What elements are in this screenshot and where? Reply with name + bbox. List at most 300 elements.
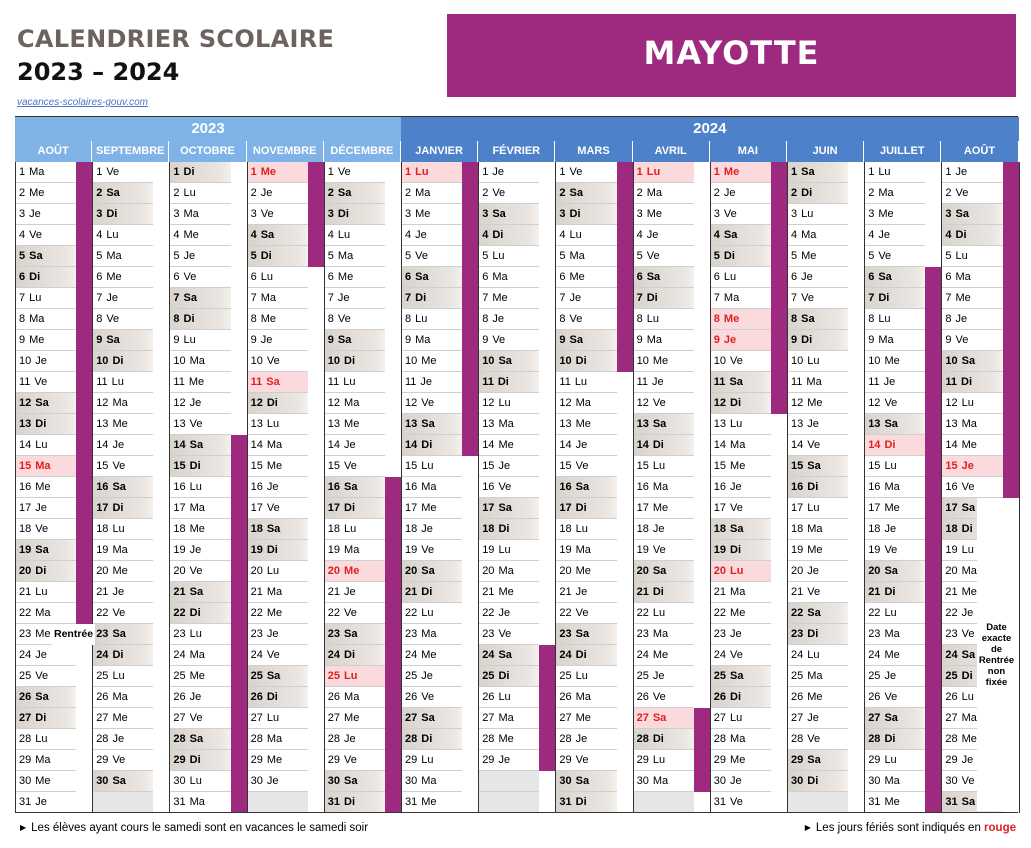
weekday-abbr: Je <box>807 418 819 430</box>
day-cell <box>633 162 694 183</box>
day-cell <box>555 666 616 687</box>
day-cell <box>15 414 76 435</box>
day-cell <box>633 645 694 666</box>
day-number: 22 <box>791 607 804 619</box>
month-header-6: FÉVRIER <box>478 141 555 162</box>
day-number: 17 <box>405 502 418 514</box>
day-number: 18 <box>559 523 572 535</box>
day-number: 18 <box>173 523 186 535</box>
weekday-abbr: Lu <box>421 607 434 619</box>
day-number: 11 <box>945 376 958 388</box>
weekday-abbr: Lu <box>260 271 273 283</box>
year-header-2024: 2024 <box>401 117 1019 141</box>
date-note-line: non <box>987 665 1006 677</box>
day-number: 15 <box>945 460 958 472</box>
weekday-abbr: Me <box>112 418 128 430</box>
day-cell <box>247 750 308 771</box>
weekday-abbr: Di <box>421 439 433 451</box>
month-header-12: AOÛT <box>941 141 1018 162</box>
day-number: 4 <box>868 229 875 241</box>
day-number: 24 <box>173 649 186 661</box>
day-number: 25 <box>250 670 263 682</box>
weekday-abbr: Me <box>189 523 205 535</box>
day-number: 19 <box>19 544 32 556</box>
weekday-abbr: Ma <box>112 691 128 703</box>
day-number: 9 <box>636 334 643 346</box>
vacation-band <box>1003 162 1019 498</box>
day-number: 21 <box>868 586 881 598</box>
day-number: 20 <box>405 565 418 577</box>
day-number: 5 <box>713 250 720 262</box>
day-cell <box>710 288 771 309</box>
day-cell <box>169 372 230 393</box>
day-number: 24 <box>482 649 495 661</box>
day-cell <box>401 330 462 351</box>
day-number: 24 <box>559 649 572 661</box>
weekday-abbr: Di <box>961 670 973 682</box>
day-cell <box>169 687 230 708</box>
triangle-bullet-icon: ▶ <box>20 823 27 832</box>
footer-holiday-note <box>805 822 1016 834</box>
day-cell <box>401 729 462 750</box>
day-number: 29 <box>636 754 649 766</box>
day-number: 3 <box>19 208 26 220</box>
day-cell <box>247 393 308 414</box>
weekday-abbr: Me <box>183 229 199 241</box>
day-cell <box>92 204 153 225</box>
day-number: 4 <box>250 229 257 241</box>
day-cell <box>15 498 76 519</box>
day-cell <box>633 246 694 267</box>
day-number: 10 <box>791 355 804 367</box>
day-number: 23 <box>405 628 418 640</box>
day-cell <box>401 582 462 603</box>
day-cell <box>555 771 616 792</box>
day-cell <box>247 309 308 330</box>
day-cell <box>555 162 616 183</box>
weekday-abbr: Ma <box>646 334 662 346</box>
weekday-abbr: Ma <box>961 418 977 430</box>
vacation-band <box>617 162 633 372</box>
day-cell <box>401 456 462 477</box>
day-number: 24 <box>713 649 727 661</box>
weekday-abbr: Sa <box>878 271 892 283</box>
day-cell <box>92 288 153 309</box>
day-number: 10 <box>19 355 32 367</box>
day-cell <box>787 561 848 582</box>
day-number: 13 <box>250 418 263 430</box>
day-number: 8 <box>713 313 720 325</box>
weekday-abbr: Me <box>723 313 740 325</box>
weekday-abbr: Je <box>266 775 279 787</box>
weekday-abbr: Je <box>807 565 819 577</box>
day-cell <box>401 183 462 204</box>
weekday-abbr: Ma <box>344 544 360 556</box>
day-cell <box>401 792 462 813</box>
weekday-abbr: Di <box>652 586 664 598</box>
day-number: 20 <box>482 565 495 577</box>
day-cell <box>92 351 153 372</box>
weekday-abbr: Je <box>569 292 582 304</box>
day-number: 20 <box>173 565 186 577</box>
day-cell <box>710 351 771 372</box>
day-number: 27 <box>327 712 341 724</box>
weekday-abbr: Me <box>35 775 51 787</box>
day-number: 17 <box>713 502 727 514</box>
day-number: 27 <box>791 712 804 724</box>
day-number: 25 <box>96 670 109 682</box>
day-cell <box>478 750 539 771</box>
day-cell <box>864 645 925 666</box>
day-number: 18 <box>945 523 958 535</box>
weekday-abbr: Me <box>266 460 283 472</box>
day-cell <box>15 372 76 393</box>
day-cell <box>15 792 76 813</box>
month-header-1: SEPTEMBRE <box>92 141 169 162</box>
day-cell <box>324 750 385 771</box>
day-cell <box>941 372 1002 393</box>
day-cell <box>401 225 462 246</box>
day-number: 25 <box>19 670 32 682</box>
day-cell <box>864 750 925 771</box>
day-number: 21 <box>945 586 958 598</box>
day-number: 17 <box>173 502 186 514</box>
day-cell <box>787 225 848 246</box>
weekday-abbr: Di <box>497 376 509 388</box>
weekday-abbr: Ma <box>35 607 51 619</box>
day-cell <box>401 435 462 456</box>
day-number: 7 <box>791 292 798 304</box>
weekday-abbr: Di <box>29 271 41 283</box>
day-cell <box>92 582 153 603</box>
day-cell <box>633 330 694 351</box>
day-cell <box>787 687 848 708</box>
day-cell <box>324 288 385 309</box>
weekday-abbr: Sa <box>421 565 435 577</box>
day-number: 26 <box>868 691 881 703</box>
day-cell <box>555 267 616 288</box>
day-number: 14 <box>945 439 958 451</box>
day-number: 14 <box>636 439 649 451</box>
day-cell <box>15 435 76 456</box>
day-number: 19 <box>636 544 649 556</box>
empty-cell <box>92 792 153 813</box>
day-cell <box>710 267 771 288</box>
day-number: 22 <box>327 607 341 619</box>
weekday-abbr: Ma <box>652 628 669 640</box>
weekday-abbr: Sa <box>35 544 49 556</box>
day-cell <box>710 372 771 393</box>
day-number: 1 <box>96 166 103 178</box>
weekday-abbr: Me <box>498 733 514 745</box>
day-cell <box>478 267 539 288</box>
weekday-abbr: Me <box>498 439 514 451</box>
day-number: 12 <box>96 397 109 409</box>
column-divider <box>864 162 865 813</box>
day-cell <box>478 687 539 708</box>
weekday-abbr: Ve <box>415 250 428 262</box>
weekday-abbr: Lu <box>35 439 48 451</box>
day-number: 1 <box>19 166 26 178</box>
day-number: 19 <box>713 544 727 556</box>
day-cell <box>169 603 230 624</box>
weekday-abbr: Ma <box>189 796 205 808</box>
day-cell <box>169 393 230 414</box>
day-cell <box>324 687 385 708</box>
day-number: 25 <box>868 670 881 682</box>
day-number: 14 <box>173 439 186 451</box>
empty-cell <box>787 792 848 813</box>
day-number: 11 <box>327 376 340 388</box>
weekday-abbr: Ve <box>807 733 821 745</box>
day-cell <box>92 603 153 624</box>
day-number: 15 <box>482 460 495 472</box>
day-number: 2 <box>250 187 257 199</box>
weekday-abbr: Lu <box>421 754 434 766</box>
weekday-abbr: Di <box>421 733 433 745</box>
day-number: 28 <box>327 733 341 745</box>
day-number: 12 <box>559 397 572 409</box>
weekday-abbr: Ve <box>337 166 351 178</box>
day-cell <box>787 582 848 603</box>
day-cell <box>324 267 385 288</box>
day-cell <box>555 540 616 561</box>
month-header-3: NOVEMBRE <box>247 141 324 162</box>
day-number: 20 <box>868 565 881 577</box>
day-number: 11 <box>19 376 31 388</box>
day-cell <box>633 288 694 309</box>
weekday-abbr: Lu <box>652 754 666 766</box>
weekday-abbr: Ve <box>569 313 583 325</box>
vacation-band <box>694 708 710 792</box>
weekday-abbr: Ma <box>498 418 514 430</box>
weekday-abbr: Sa <box>961 796 976 808</box>
day-cell <box>864 309 925 330</box>
grid-bottom-line <box>15 812 1018 813</box>
day-cell <box>633 582 694 603</box>
weekday-abbr: Lu <box>421 460 434 472</box>
weekday-abbr: Lu <box>575 670 588 682</box>
day-number: 28 <box>636 733 649 745</box>
footer-left-text: Les élèves ayant cours le samedi sont en vacances le samedi soir <box>31 822 369 834</box>
day-cell <box>941 204 1002 225</box>
weekday-abbr: Ma <box>575 397 591 409</box>
day-number: 8 <box>945 313 952 325</box>
day-cell <box>478 624 539 645</box>
weekday-abbr: Ve <box>492 187 506 199</box>
day-cell <box>169 519 230 540</box>
day-number: 3 <box>636 208 643 220</box>
day-cell <box>401 624 462 645</box>
day-number: 7 <box>327 292 334 304</box>
weekday-abbr: Ve <box>260 208 274 220</box>
day-cell <box>555 435 616 456</box>
day-number: 17 <box>19 502 32 514</box>
day-cell <box>15 582 76 603</box>
empty-cell <box>478 771 539 792</box>
weekday-abbr: Ve <box>337 313 351 325</box>
day-cell <box>169 267 230 288</box>
day-number: 19 <box>559 544 572 556</box>
weekday-abbr: Sa <box>801 313 815 325</box>
day-number: 11 <box>868 376 880 388</box>
day-number: 19 <box>327 544 341 556</box>
day-number: 16 <box>559 481 572 493</box>
weekday-abbr: Di <box>652 733 664 745</box>
day-cell <box>710 750 771 771</box>
day-number: 15 <box>19 460 32 472</box>
day-number: 26 <box>19 691 32 703</box>
weekday-abbr: Ve <box>492 334 506 346</box>
day-cell <box>555 225 616 246</box>
day-cell <box>247 183 308 204</box>
day-cell <box>15 603 76 624</box>
day-cell <box>710 729 771 750</box>
day-cell <box>864 330 925 351</box>
day-number: 26 <box>96 691 109 703</box>
weekday-abbr: Me <box>801 250 817 262</box>
weekday-abbr: Sa <box>569 187 583 199</box>
day-cell <box>864 729 925 750</box>
day-cell <box>555 645 616 666</box>
weekday-abbr: Lu <box>652 607 666 619</box>
weekday-abbr: Je <box>575 586 588 598</box>
weekday-abbr: Di <box>807 481 819 493</box>
weekday-abbr: Je <box>415 229 427 241</box>
day-cell <box>15 729 76 750</box>
day-cell <box>247 414 308 435</box>
day-number: 1 <box>791 166 798 178</box>
day-cell <box>169 645 230 666</box>
website-link[interactable]: vacances-scolaires-gouv.com <box>17 97 148 108</box>
day-number: 29 <box>96 754 109 766</box>
vacation-band <box>925 267 941 813</box>
weekday-abbr: Je <box>723 187 736 199</box>
day-cell <box>633 729 694 750</box>
weekday-abbr: Di <box>344 502 356 514</box>
day-number: 27 <box>636 712 649 724</box>
weekday-abbr: Me <box>652 649 669 661</box>
day-cell <box>633 204 694 225</box>
weekday-abbr: Me <box>730 754 746 766</box>
day-cell <box>15 540 76 561</box>
day-cell <box>401 204 462 225</box>
weekday-abbr: Di <box>344 649 356 661</box>
day-cell <box>401 708 462 729</box>
weekday-abbr: Di <box>415 292 427 304</box>
day-number: 26 <box>173 691 186 703</box>
day-cell <box>864 561 925 582</box>
weekday-abbr: Di <box>575 796 587 808</box>
weekday-abbr: Me <box>189 670 205 682</box>
day-number: 23 <box>327 628 341 640</box>
day-number: 10 <box>945 355 958 367</box>
day-number: 2 <box>405 187 412 199</box>
day-cell <box>633 372 694 393</box>
weekday-abbr: Me <box>35 481 51 493</box>
weekday-abbr: Ve <box>569 166 583 178</box>
day-number: 30 <box>868 775 881 787</box>
weekday-abbr: Di <box>730 544 742 556</box>
weekday-abbr: Ve <box>575 460 589 472</box>
day-number: 28 <box>945 733 958 745</box>
day-cell <box>555 351 616 372</box>
column-divider <box>92 162 93 813</box>
day-cell <box>478 372 539 393</box>
day-cell <box>169 750 230 771</box>
weekday-abbr: Sa <box>498 649 512 661</box>
day-cell <box>15 687 76 708</box>
day-number: 28 <box>559 733 572 745</box>
day-number: 23 <box>96 628 109 640</box>
day-cell <box>787 246 848 267</box>
weekday-abbr: Ve <box>189 565 203 577</box>
weekday-abbr: Ve <box>730 796 743 808</box>
weekday-abbr: Di <box>266 691 278 703</box>
weekday-abbr: Ma <box>344 397 360 409</box>
day-number: 19 <box>173 544 186 556</box>
weekday-abbr: Me <box>344 418 360 430</box>
day-cell <box>401 246 462 267</box>
day-cell <box>941 330 1002 351</box>
weekday-abbr: Di <box>183 313 195 325</box>
day-number: 5 <box>559 250 566 262</box>
weekday-abbr: Me <box>415 208 431 220</box>
day-number: 12 <box>636 397 649 409</box>
day-number: 3 <box>405 208 412 220</box>
day-number: 10 <box>482 355 495 367</box>
day-number: 18 <box>405 523 418 535</box>
weekday-abbr: Ve <box>266 502 280 514</box>
weekday-abbr: Me <box>29 187 45 199</box>
weekday-abbr: Sa <box>801 166 815 178</box>
weekday-abbr: Je <box>260 334 273 346</box>
day-number: 23 <box>945 628 958 640</box>
day-number: 9 <box>96 334 103 346</box>
day-number: 15 <box>713 460 727 472</box>
weekday-abbr: Je <box>344 733 356 745</box>
day-number: 25 <box>636 670 649 682</box>
weekday-abbr: Me <box>344 565 360 577</box>
weekday-abbr: Ve <box>112 460 126 472</box>
day-number: 17 <box>791 502 804 514</box>
day-number: 7 <box>250 292 257 304</box>
day-cell <box>787 456 848 477</box>
day-cell <box>247 435 308 456</box>
weekday-abbr: Sa <box>569 334 583 346</box>
day-cell <box>555 393 616 414</box>
day-number: 9 <box>482 334 489 346</box>
day-number: 1 <box>173 166 180 178</box>
weekday-abbr: Di <box>961 376 973 388</box>
weekday-abbr: Me <box>878 208 894 220</box>
day-number: 23 <box>713 628 727 640</box>
day-cell <box>247 561 308 582</box>
date-note-line: exacte <box>981 632 1012 644</box>
weekday-abbr: Lu <box>35 733 48 745</box>
weekday-abbr: Ma <box>421 628 437 640</box>
day-cell <box>710 519 771 540</box>
day-number: 29 <box>713 754 727 766</box>
vacation-band <box>539 645 555 771</box>
weekday-abbr: Me <box>421 649 437 661</box>
day-number: 19 <box>96 544 109 556</box>
day-cell <box>247 708 308 729</box>
day-number: 23 <box>482 628 495 640</box>
day-cell <box>247 288 308 309</box>
day-cell <box>478 162 539 183</box>
day-number: 27 <box>173 712 186 724</box>
